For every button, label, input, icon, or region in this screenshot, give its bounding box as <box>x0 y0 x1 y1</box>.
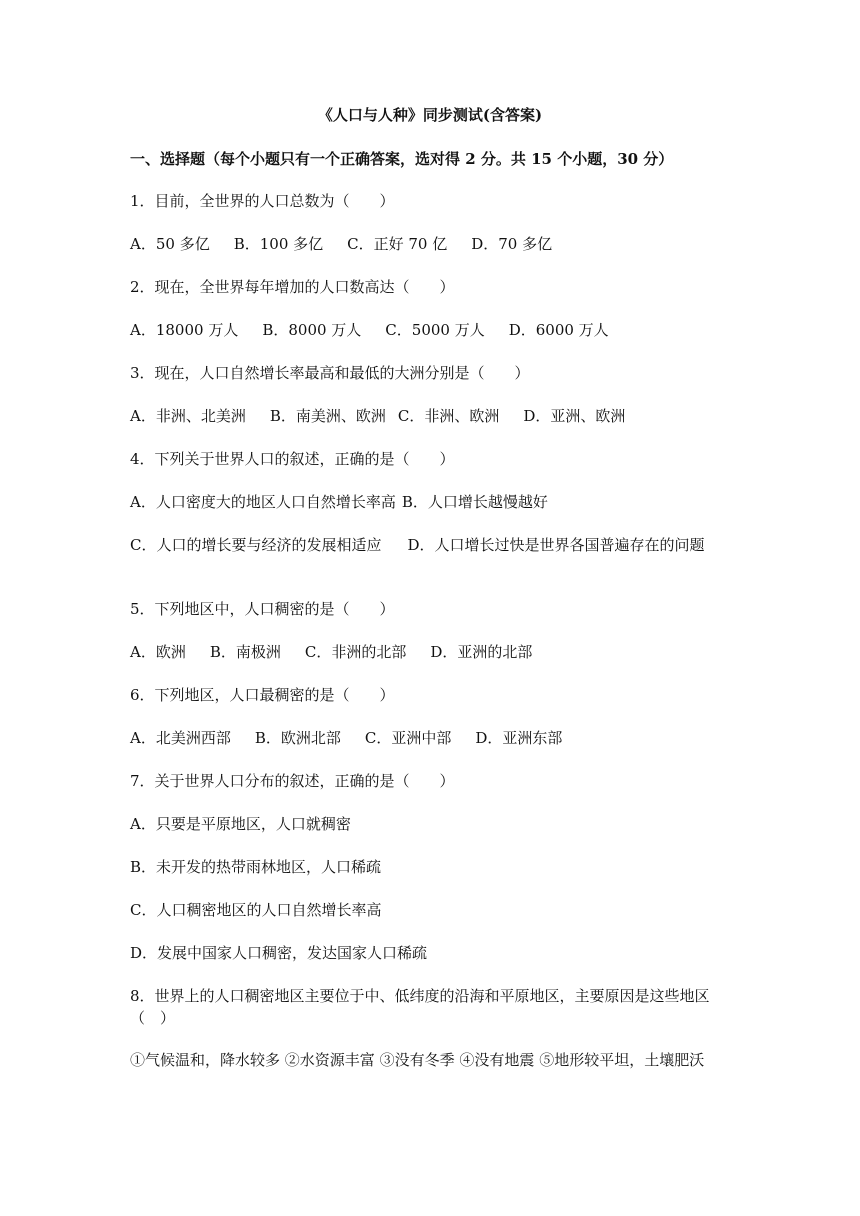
question-1-option-a: A．50 多亿 <box>130 235 210 253</box>
question-6-option-d: D．亚洲东部 <box>475 729 563 747</box>
question-4-option-a: A．人口密度大的地区人口自然增长率高 <box>130 493 396 511</box>
question-8-statement-3: ③没有冬季 <box>379 1051 455 1069</box>
question-4-stem: 4．下列关于世界人口的叙述，正确的是（ ） <box>130 450 455 468</box>
question-5-options <box>130 641 730 663</box>
question-2-options <box>130 319 730 341</box>
question-8-statement-2: ②水资源丰富 <box>284 1051 375 1069</box>
question-8-statement-4: ④没有地震 <box>459 1051 535 1069</box>
question-7-option-a: A．只要是平原地区，人口就稠密 <box>130 815 351 833</box>
question-6-option-a: A．北美洲西部 <box>130 729 231 747</box>
question-6-options <box>130 727 730 749</box>
question-8-stem: 8．世界上的人口稠密地区主要位于中、低纬度的沿海和平原地区，主要原因是这些地区（ ） <box>130 987 710 1027</box>
question-5-option-c: C．非洲的北部 <box>304 643 407 661</box>
question-4-option-b: B．人口增长越慢越好 <box>401 493 548 511</box>
question-4-option-c: C．人口的增长要与经济的发展相适应 <box>130 536 382 554</box>
question-3-stem: 3．现在，人口自然增长率最高和最低的大洲分别是（ ） <box>130 364 530 382</box>
question-3-options <box>130 405 730 427</box>
question-5-option-d: D．亚洲的北部 <box>430 643 533 661</box>
question-7-stem: 7．关于世界人口分布的叙述，正确的是（ ） <box>130 772 455 790</box>
document-title: 《人口与人种》同步测试(含答案) <box>317 106 543 124</box>
question-4-options-row-1 <box>130 491 730 513</box>
question-2-option-b: B．8000 万人 <box>262 321 362 339</box>
question-8-statements <box>130 1049 730 1071</box>
question-3-option-c: C．非洲、欧洲 <box>397 407 500 425</box>
question-3-option-d: D．亚洲、欧洲 <box>523 407 626 425</box>
question-1-option-d: D．70 多亿 <box>471 235 553 253</box>
question-5-option-b: B．南极洲 <box>209 643 281 661</box>
question-5-option-a: A．欧洲 <box>130 643 186 661</box>
question-4-option-d: D．人口增长过快是世界各国普遍存在的问题 <box>407 536 705 554</box>
section-heading: 一、选择题（每个小题只有一个正确答案，选对得 2 分。共 15 个小题，30 分） <box>130 150 674 168</box>
question-3-option-a: A．非洲、北美洲 <box>130 407 246 425</box>
question-7-option-c: C．人口稠密地区的人口自然增长率高 <box>130 901 382 919</box>
question-2-option-a: A．18000 万人 <box>130 321 239 339</box>
question-1-stem: 1．目前，全世界的人口总数为（ ） <box>130 192 395 210</box>
question-7-option-b: B．未开发的热带雨林地区，人口稀疏 <box>130 858 382 876</box>
question-7-option-d: D．发展中国家人口稠密，发达国家人口稀疏 <box>130 944 428 962</box>
question-2-option-c: C．5000 万人 <box>385 321 485 339</box>
question-4-options-row-2 <box>130 534 730 556</box>
question-3-option-b: B．南美洲、欧洲 <box>269 407 386 425</box>
question-8-statement-5: ⑤地形较平坦，土壤肥沃 <box>539 1051 705 1069</box>
question-6-stem: 6．下列地区，人口最稠密的是（ ） <box>130 686 395 704</box>
question-6-option-b: B．欧洲北部 <box>254 729 341 747</box>
question-2-option-d: D．6000 万人 <box>508 321 609 339</box>
question-1-option-b: B．100 多亿 <box>233 235 324 253</box>
question-5-stem: 5．下列地区中，人口稠密的是（ ） <box>130 600 395 618</box>
question-1-options <box>130 233 730 255</box>
question-6-option-c: C．亚洲中部 <box>364 729 452 747</box>
question-2-stem: 2．现在，全世界每年增加的人口数高达（ ） <box>130 278 455 296</box>
question-1-option-c: C．正好 70 亿 <box>347 235 448 253</box>
question-8-statement-1: ①气候温和，降水较多 <box>130 1051 281 1069</box>
